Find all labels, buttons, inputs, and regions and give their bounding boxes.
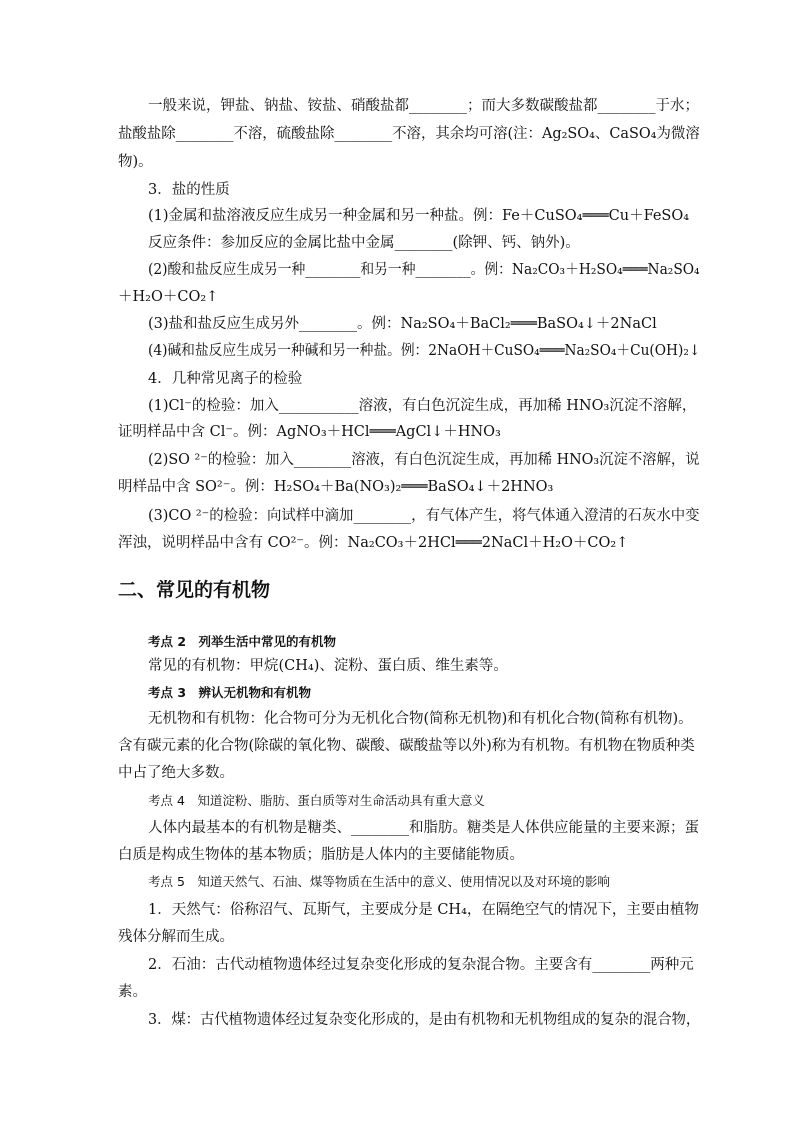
text-line: 浑浊，说明样品中含有 CO²⁻。例：Na₂CO₃＋2HCl═══2NaCl＋H₂O＋CO₂↑: [118, 535, 629, 551]
text-line: 明样品中含 SO²⁻。例：H₂SO₄＋Ba(NO₃)₂═══BaSO₄↓＋2HNO₃: [118, 479, 554, 495]
text-line: 1．天然气：俗称沼气、瓦斯气，主要成分是 CH₄，在隔绝空气的情况下，主要由植物: [148, 902, 699, 918]
text-line: 白质是构成生物体的基本物质；脂肪是人体内的主要储能物质。: [118, 847, 524, 863]
section-heading: 二、常见的有机物: [118, 579, 271, 601]
text-line: (3)盐和盐反应生成另外________。例：Na₂SO₄＋BaCl₂═══BaSO₄↓＋2NaCl: [148, 316, 657, 332]
kaodian-title: 考点 2 列举生活中常见的有机物: [148, 634, 337, 649]
text-line: 素。: [118, 984, 147, 1000]
text-line: 2．石油：古代动植物遗体经过复杂变化形成的复杂混合物。主要含有________两种元: [148, 957, 694, 973]
text-line: 盐酸盐除________不溶，硫酸盐除________不溶，其余均可溶(注：Ag₂SO₄、CaSO₄为微溶: [118, 126, 700, 142]
text-line: 3．煤：古代植物遗体经过复杂变化形成的，是由有机物和无机物组成的复杂的混合物，: [148, 1012, 701, 1028]
text-line: (1)Cl⁻的检验：加入___________溶液，有白色沉淀生成，再加稀 HNO₃沉淀不溶解，: [148, 398, 697, 414]
text-line: 证明样品中含 Cl⁻。例：AgNO₃＋HCl═══AgCl↓＋HNO₃: [118, 424, 501, 440]
text-line: (2)酸和盐反应生成另一种________和另一种________。例：Na₂CO₃＋H₂SO₄═══Na₂SO₄: [148, 262, 700, 278]
text-line: 反应条件：参加反应的金属比盐中金属________(除钾、钙、钠外)。: [148, 235, 580, 251]
text-line: 一般来说，钾盐、钠盐、铵盐、硝酸盐都________；而大多数碳酸盐都________于水；: [148, 98, 699, 114]
text-line: 人体内最基本的有机物是糖类、________和脂肪。糖类是人体供应能量的主要来源；蛋: [148, 820, 699, 836]
text-line: 物)。: [118, 154, 153, 170]
subsection-heading: 3．盐的性质: [148, 182, 230, 198]
text-line: 无机物和有机物：化合物可分为无机化合物(简称无机物)和有机化合物(简称有机物)。: [148, 711, 693, 727]
kaodian-title: 考点 4 知道淀粉、脂肪、蛋白质等对生命活动具有重大意义: [148, 793, 485, 808]
subsection-heading: 4．几种常见离子的检验: [148, 371, 303, 387]
kaodian-title: 考点 5 知道天然气、石油、煤等物质在生活中的意义、使用情况以及对环境的影响: [148, 874, 610, 889]
text-line: (2)SO ²⁻的检验：加入________溶液，有白色沉淀生成，再加稀 HNO₃沉淀不溶解，说: [148, 452, 700, 468]
text-line: (1)金属和盐溶液反应生成另一种金属和另一种盐。例：Fe＋CuSO₄═══Cu＋FeSO₄: [148, 208, 690, 224]
text-line: 含有碳元素的化合物(除碳的氧化物、碳酸、碳酸盐等以外)称为有机物。有机物在物质种类: [118, 738, 695, 754]
text-line: 中占了绝大多数。: [118, 765, 234, 781]
text-line: 残体分解而生成。: [118, 929, 234, 945]
text-line: (4)碱和盐反应生成另一种碱和另一种盐。例：2NaOH＋CuSO₄═══Na₂SO₄＋Cu(OH)₂↓: [148, 343, 701, 359]
text-line: (3)CO ²⁻的检验：向试样中滴加________，有气体产生，将气体通入澄清的石灰水中变: [148, 508, 700, 524]
kaodian-title: 考点 3 辨认无机物和有机物: [148, 685, 312, 700]
text-line: ＋H₂O＋CO₂↑: [118, 289, 219, 305]
text-line: 常见的有机物：甲烷(CH₄)、淀粉、蛋白质、维生素等。: [148, 658, 508, 674]
